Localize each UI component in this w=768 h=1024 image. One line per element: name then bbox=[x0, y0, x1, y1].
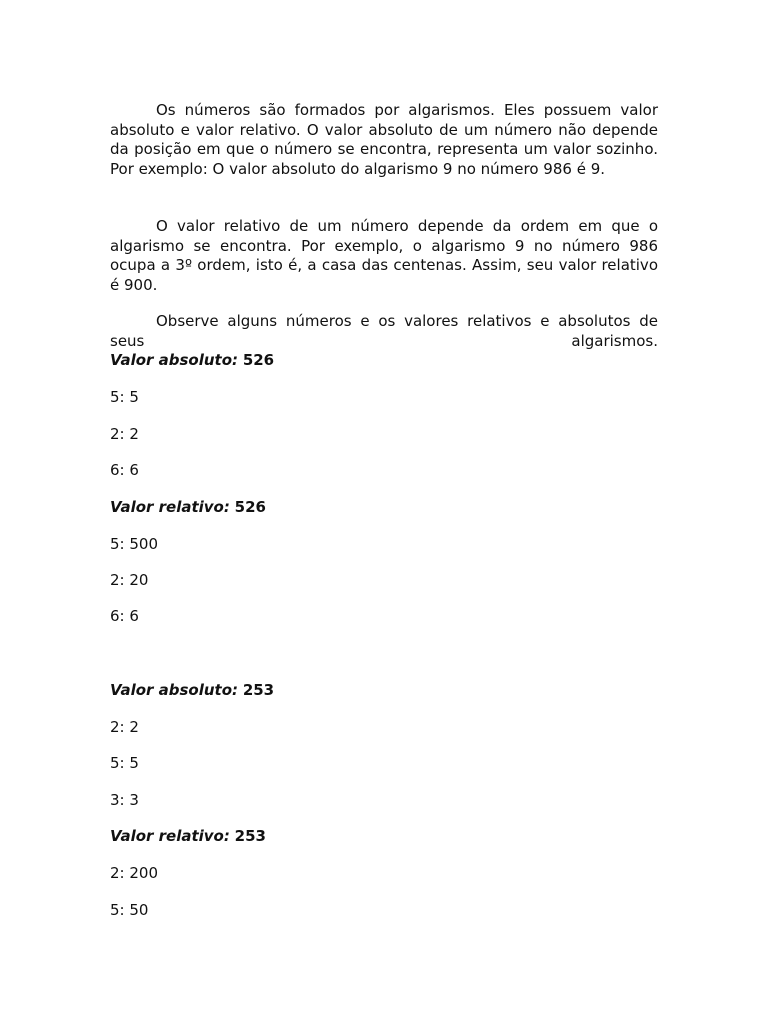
section-heading bbox=[110, 826, 266, 846]
digit-value-item: 6: 6 bbox=[110, 461, 139, 479]
section-heading bbox=[110, 497, 266, 517]
digit-value-item: 2: 2 bbox=[110, 425, 139, 443]
digit-value-item: 2: 20 bbox=[110, 571, 149, 589]
digit-value-item: 5: 5 bbox=[110, 388, 139, 406]
digit-value-item: 6: 6 bbox=[110, 607, 139, 625]
section-heading-number: 526 bbox=[242, 351, 275, 369]
section-heading-number: 526 bbox=[234, 498, 266, 516]
section-heading bbox=[110, 680, 274, 700]
section-heading-label: Valor relativo: bbox=[110, 827, 230, 845]
section-heading bbox=[110, 350, 274, 370]
digit-value-item: 3: 3 bbox=[110, 791, 139, 809]
digit-value-item: 5: 50 bbox=[110, 901, 149, 919]
section-heading-label: Valor absoluto: bbox=[110, 681, 239, 699]
section-heading-number: 253 bbox=[242, 681, 275, 699]
paragraph-relative-value bbox=[110, 217, 658, 295]
digit-value-item: 5: 5 bbox=[110, 754, 139, 772]
section-heading-number: 253 bbox=[234, 827, 266, 845]
paragraph-observe bbox=[110, 312, 658, 351]
paragraph-text: Observe alguns números e os valores relativos e absolutos de seus algarismos. bbox=[110, 312, 658, 350]
paragraph-text: O valor relativo de um número depende da ordem em que o algarismo se encontra. Por exemplo, o algarismo 9 no número 986 ocupa a 3º ordem, isto é, a casa das centenas. Assim, seu valor relativo é 900. bbox=[110, 217, 658, 294]
paragraph-intro bbox=[110, 101, 658, 179]
digit-value-item: 2: 2 bbox=[110, 718, 139, 736]
section-heading-label: Valor relativo: bbox=[110, 498, 230, 516]
digit-value-item: 2: 200 bbox=[110, 864, 158, 882]
digit-value-item: 5: 500 bbox=[110, 535, 158, 553]
paragraph-text: Os números são formados por algarismos. Eles possuem valor absoluto e valor relativo. O valor absoluto de um número não depende da posição em que o número se encontra, representa um valor sozinho. Por exemplo: O valor absoluto do algarismo 9 no número 986 é 9. bbox=[110, 101, 658, 178]
section-heading-label: Valor absoluto: bbox=[110, 351, 239, 369]
